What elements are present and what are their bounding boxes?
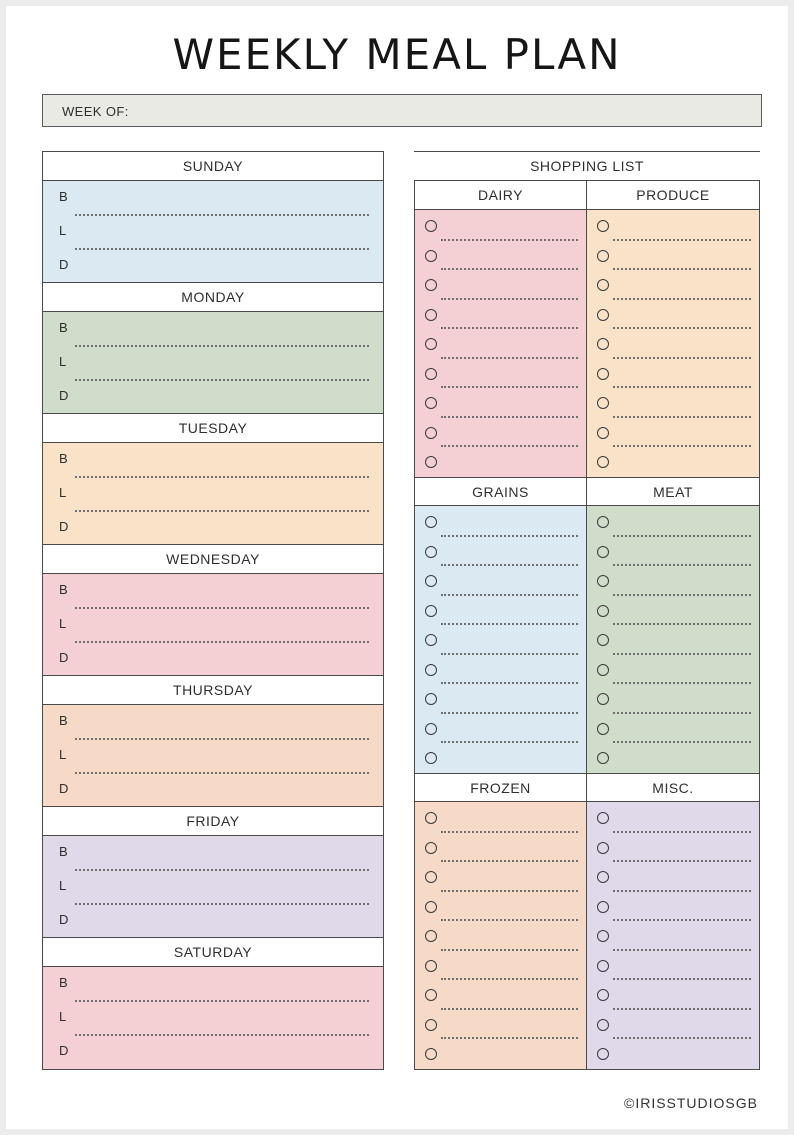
day-header-tuesday: TUESDAY xyxy=(43,414,383,443)
list-item[interactable] xyxy=(597,985,751,1015)
checkbox-circle-icon[interactable] xyxy=(597,693,609,705)
meal-line[interactable] xyxy=(59,582,369,616)
meal-line[interactable] xyxy=(59,485,369,519)
checkbox-circle-icon[interactable] xyxy=(597,575,609,587)
list-item[interactable] xyxy=(425,542,578,572)
list-item[interactable] xyxy=(597,334,751,364)
checkbox-circle-icon[interactable] xyxy=(425,516,437,528)
checkbox-circle-icon[interactable] xyxy=(425,279,437,291)
day-header-saturday: SATURDAY xyxy=(43,938,383,967)
list-item[interactable] xyxy=(597,926,751,956)
category-items xyxy=(587,210,759,477)
list-item[interactable] xyxy=(425,393,578,423)
list-item[interactable] xyxy=(597,246,751,276)
list-item[interactable] xyxy=(597,1044,751,1074)
day-meals-saturday xyxy=(43,967,383,1069)
list-item[interactable] xyxy=(597,956,751,986)
list-item[interactable] xyxy=(425,867,578,897)
checkbox-circle-icon[interactable] xyxy=(425,871,437,883)
week-of-label: WEEK OF: xyxy=(62,104,129,119)
list-item[interactable] xyxy=(425,452,578,482)
checkbox-circle-icon[interactable] xyxy=(425,546,437,558)
meal-line[interactable] xyxy=(59,451,369,485)
meal-label: B xyxy=(59,451,68,466)
meal-line[interactable] xyxy=(59,713,369,747)
meal-line[interactable] xyxy=(59,878,369,912)
checkbox-circle-icon[interactable] xyxy=(597,427,609,439)
checkbox-circle-icon[interactable] xyxy=(597,338,609,350)
list-item[interactable] xyxy=(425,808,578,838)
checkbox-circle-icon[interactable] xyxy=(425,752,437,764)
meal-label: D xyxy=(59,388,69,403)
list-item[interactable] xyxy=(425,364,578,394)
checkbox-circle-icon[interactable] xyxy=(597,901,609,913)
day-header-friday: FRIDAY xyxy=(43,807,383,836)
meal-label: B xyxy=(59,713,68,728)
checkbox-circle-icon[interactable] xyxy=(425,930,437,942)
meal-label: B xyxy=(59,189,68,204)
meal-line[interactable] xyxy=(59,223,369,257)
list-item[interactable] xyxy=(425,926,578,956)
category-items xyxy=(587,802,759,1069)
checkbox-circle-icon[interactable] xyxy=(597,842,609,854)
checkbox-circle-icon[interactable] xyxy=(597,989,609,1001)
category-header: MISC. xyxy=(587,773,759,802)
meal-label: B xyxy=(59,320,68,335)
checkbox-circle-icon[interactable] xyxy=(425,427,437,439)
day-header-sunday: SUNDAY xyxy=(43,152,383,181)
checkbox-circle-icon[interactable] xyxy=(425,220,437,232)
checkbox-circle-icon[interactable] xyxy=(597,220,609,232)
meal-label: D xyxy=(59,912,69,927)
meal-line[interactable] xyxy=(59,747,369,781)
meal-label: L xyxy=(59,1009,67,1024)
category-header: FROZEN xyxy=(415,773,586,802)
meal-label: D xyxy=(59,519,69,534)
checkbox-circle-icon[interactable] xyxy=(597,1019,609,1031)
credit-text: ©IRISSTUDIOSGB xyxy=(624,1095,758,1111)
checkbox-circle-icon[interactable] xyxy=(425,605,437,617)
meal-label: L xyxy=(59,485,67,500)
list-item[interactable] xyxy=(597,216,751,246)
meal-line[interactable] xyxy=(59,257,369,291)
list-item[interactable] xyxy=(597,305,751,335)
checkbox-circle-icon[interactable] xyxy=(597,456,609,468)
shopping-list xyxy=(414,151,760,1070)
list-item[interactable] xyxy=(597,542,751,572)
list-item[interactable] xyxy=(425,571,578,601)
meal-label: B xyxy=(59,844,68,859)
meal-line[interactable] xyxy=(59,519,369,553)
list-item[interactable] xyxy=(425,1015,578,1045)
list-item[interactable] xyxy=(597,748,751,778)
list-item[interactable] xyxy=(597,660,751,690)
page-title: WEEKLY MEAL PLAN xyxy=(172,30,622,79)
list-item[interactable] xyxy=(425,956,578,986)
list-item[interactable] xyxy=(597,689,751,719)
meal-label: B xyxy=(59,582,68,597)
meal-label: L xyxy=(59,223,67,238)
meal-line[interactable] xyxy=(59,616,369,650)
meal-label: L xyxy=(59,878,67,893)
meal-label: L xyxy=(59,354,67,369)
checkbox-circle-icon[interactable] xyxy=(597,930,609,942)
list-item[interactable] xyxy=(425,660,578,690)
list-item[interactable] xyxy=(597,897,751,927)
meal-line[interactable] xyxy=(59,975,369,1009)
list-item[interactable] xyxy=(597,364,751,394)
checkbox-circle-icon[interactable] xyxy=(425,723,437,735)
meal-line[interactable] xyxy=(59,354,369,388)
day-meals-thursday xyxy=(43,705,383,807)
meal-line[interactable] xyxy=(59,1043,369,1077)
checkbox-circle-icon[interactable] xyxy=(597,812,609,824)
checkbox-circle-icon[interactable] xyxy=(597,960,609,972)
meal-line[interactable] xyxy=(59,1009,369,1043)
list-item[interactable] xyxy=(425,246,578,276)
checkbox-circle-icon[interactable] xyxy=(597,368,609,380)
meal-line[interactable] xyxy=(59,844,369,878)
checkbox-circle-icon[interactable] xyxy=(597,516,609,528)
checkbox-circle-icon[interactable] xyxy=(425,250,437,262)
list-item[interactable] xyxy=(597,867,751,897)
day-header-wednesday: WEDNESDAY xyxy=(43,545,383,574)
day-meals-tuesday xyxy=(43,443,383,545)
meal-line[interactable] xyxy=(59,912,369,946)
list-item[interactable] xyxy=(425,689,578,719)
checkbox-circle-icon[interactable] xyxy=(597,309,609,321)
list-item[interactable] xyxy=(597,601,751,631)
list-item[interactable] xyxy=(425,423,578,453)
category-dairy xyxy=(415,181,587,477)
day-header-monday: MONDAY xyxy=(43,283,383,312)
category-misc xyxy=(587,773,759,1069)
checkbox-circle-icon[interactable] xyxy=(425,664,437,676)
meal-label: B xyxy=(59,975,68,990)
checkbox-circle-icon[interactable] xyxy=(425,575,437,587)
checkbox-circle-icon[interactable] xyxy=(425,901,437,913)
checkbox-circle-icon[interactable] xyxy=(597,871,609,883)
day-meals-monday xyxy=(43,312,383,414)
day-meals-wednesday xyxy=(43,574,383,676)
checkbox-circle-icon[interactable] xyxy=(425,456,437,468)
meal-label: L xyxy=(59,616,67,631)
meal-label: L xyxy=(59,747,67,762)
checkbox-circle-icon[interactable] xyxy=(597,723,609,735)
list-item[interactable] xyxy=(425,719,578,749)
category-header: PRODUCE xyxy=(587,181,759,210)
list-item[interactable] xyxy=(425,985,578,1015)
checkbox-circle-icon[interactable] xyxy=(425,842,437,854)
category-header: GRAINS xyxy=(415,477,586,506)
days-column xyxy=(42,151,384,1070)
meal-line[interactable] xyxy=(59,189,369,223)
day-meals-friday xyxy=(43,836,383,938)
list-item[interactable] xyxy=(425,334,578,364)
list-item[interactable] xyxy=(425,305,578,335)
category-frozen xyxy=(415,773,587,1069)
list-item[interactable] xyxy=(425,748,578,778)
checkbox-circle-icon[interactable] xyxy=(425,693,437,705)
checkbox-circle-icon[interactable] xyxy=(425,960,437,972)
category-header: DAIRY xyxy=(415,181,586,210)
week-of-field[interactable] xyxy=(42,94,762,127)
category-grains xyxy=(415,477,587,773)
day-header-thursday: THURSDAY xyxy=(43,676,383,705)
list-item[interactable] xyxy=(597,719,751,749)
checkbox-circle-icon[interactable] xyxy=(597,279,609,291)
list-item[interactable] xyxy=(425,838,578,868)
checkbox-circle-icon[interactable] xyxy=(597,664,609,676)
checkbox-circle-icon[interactable] xyxy=(425,338,437,350)
day-meals-sunday xyxy=(43,181,383,283)
checkbox-circle-icon[interactable] xyxy=(425,368,437,380)
list-item[interactable] xyxy=(597,630,751,660)
list-item[interactable] xyxy=(597,808,751,838)
meal-label: D xyxy=(59,781,69,796)
list-item[interactable] xyxy=(597,275,751,305)
category-meat xyxy=(587,477,759,773)
list-item[interactable] xyxy=(597,512,751,542)
shopping-grid xyxy=(414,180,760,1070)
meal-label: D xyxy=(59,257,69,272)
meal-label: D xyxy=(59,1043,69,1058)
list-item[interactable] xyxy=(425,897,578,927)
checkbox-circle-icon[interactable] xyxy=(597,546,609,558)
checkbox-circle-icon[interactable] xyxy=(425,634,437,646)
list-item[interactable] xyxy=(425,216,578,246)
list-item[interactable] xyxy=(425,601,578,631)
list-item[interactable] xyxy=(597,423,751,453)
checkbox-circle-icon[interactable] xyxy=(597,397,609,409)
list-item[interactable] xyxy=(425,630,578,660)
list-item[interactable] xyxy=(425,512,578,542)
checkbox-circle-icon[interactable] xyxy=(425,989,437,1001)
list-item[interactable] xyxy=(597,1015,751,1045)
checkbox-circle-icon[interactable] xyxy=(425,1048,437,1060)
list-item[interactable] xyxy=(425,1044,578,1074)
meal-plan-page xyxy=(6,6,788,1129)
checkbox-circle-icon[interactable] xyxy=(425,309,437,321)
checkbox-circle-icon[interactable] xyxy=(597,752,609,764)
checkbox-circle-icon[interactable] xyxy=(597,605,609,617)
list-item[interactable] xyxy=(597,571,751,601)
category-items xyxy=(415,802,586,1069)
checkbox-circle-icon[interactable] xyxy=(425,1019,437,1031)
category-items xyxy=(415,210,586,477)
checkbox-circle-icon[interactable] xyxy=(597,1048,609,1060)
meal-line[interactable] xyxy=(59,781,369,815)
meal-line[interactable] xyxy=(59,388,369,422)
checkbox-circle-icon[interactable] xyxy=(597,634,609,646)
meal-line[interactable] xyxy=(59,650,369,684)
meal-label: D xyxy=(59,650,69,665)
list-item[interactable] xyxy=(597,452,751,482)
checkbox-circle-icon[interactable] xyxy=(597,250,609,262)
meal-line[interactable] xyxy=(59,320,369,354)
list-item[interactable] xyxy=(597,838,751,868)
checkbox-circle-icon[interactable] xyxy=(425,397,437,409)
checkbox-circle-icon[interactable] xyxy=(425,812,437,824)
category-items xyxy=(415,506,586,773)
shopping-list-title: SHOPPING LIST xyxy=(414,151,760,180)
category-header: MEAT xyxy=(587,477,759,506)
category-produce xyxy=(587,181,759,477)
list-item[interactable] xyxy=(425,275,578,305)
list-item[interactable] xyxy=(597,393,751,423)
category-items xyxy=(587,506,759,773)
